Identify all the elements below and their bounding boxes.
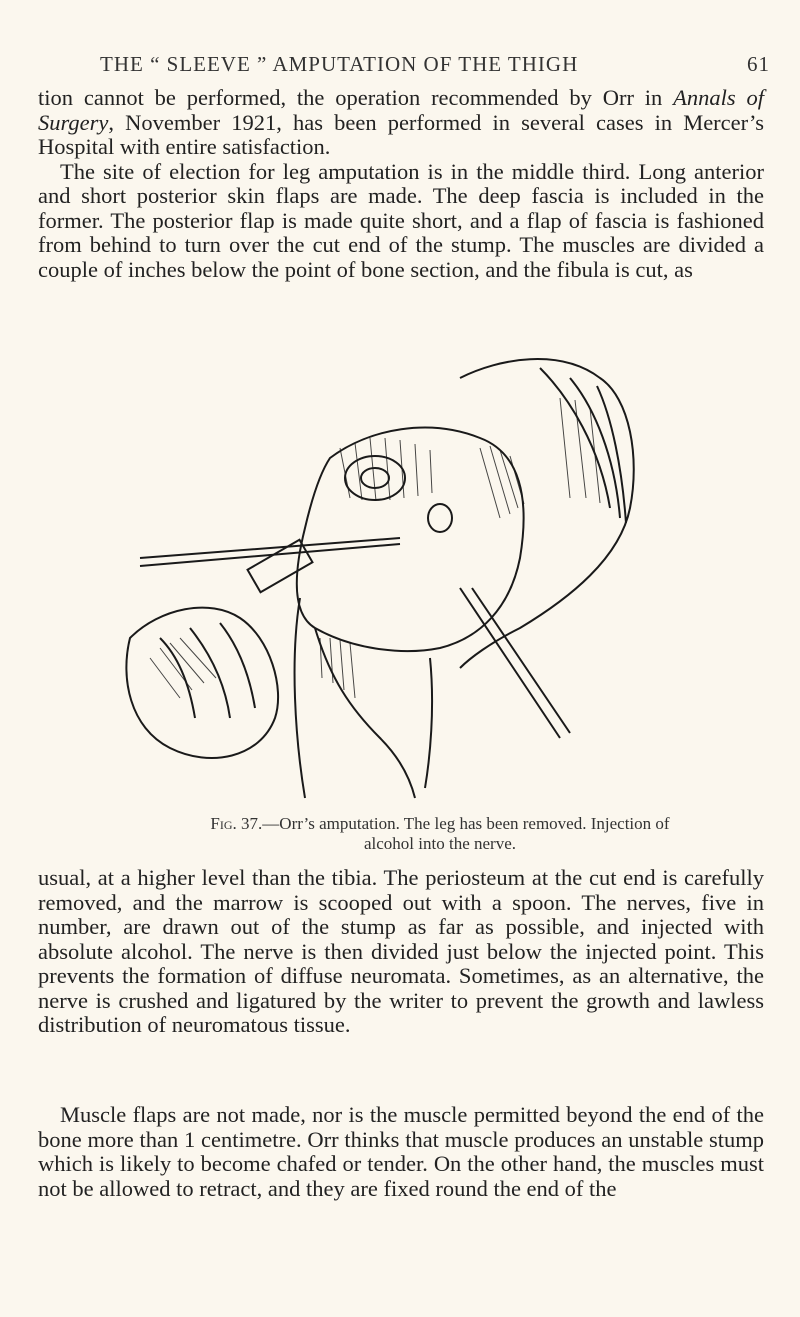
left-hand xyxy=(126,608,278,758)
paragraph-1-text-a: tion cannot be performed, the operation recommended by Orr in xyxy=(38,85,674,110)
syringe xyxy=(140,538,400,566)
page-number: 61 xyxy=(747,52,770,76)
surgical-illustration xyxy=(100,338,660,816)
stump xyxy=(297,428,524,651)
figure-caption xyxy=(120,814,760,854)
paragraph-1-text-b: , November 1921, has been performed in several cases in Mercer’s Hospital with entire satisfaction. xyxy=(38,109,764,159)
paragraph-1-text-c: The site of election for leg amputation is in the middle third. Long anterior and short posterior skin flaps are made. The deep fascia is included in the former. The posterior flap is made quite short, and a flap of fascia is fashioned from behind to turn over the cut end of the stump. The muscles are divided a couple of inches below the point of bone section, and the fibula is cut, as xyxy=(38,158,764,282)
paragraph-2: usual, at a higher level than the tibia. The periosteum at the cut end is carefully removed, and the marrow is scooped out with a spoon. The nerves, five in number, are drawn out of the stump as far as possible, and injected with absolute alcohol. The nerve is then divided just below the injected point. This prevents the formation of diffuse neuromata. Sometimes, as an alternative, the nerve is crushed and ligatured by the writer to prevent the growth and lawless distribution of neuromatous tissue. xyxy=(38,865,764,1037)
skin-flap xyxy=(295,598,433,798)
caption-line-1: —Orr’s amputation. The leg has been removed. Injection of xyxy=(262,814,670,833)
forceps xyxy=(460,588,570,738)
journal-title: Annals of Surgery xyxy=(38,85,764,135)
paragraph-1 xyxy=(38,86,764,282)
figure-label: Fig. 37. xyxy=(210,814,263,833)
right-hand xyxy=(460,359,634,668)
paragraph-3: Muscle flaps are not made, nor is the muscle permitted beyond the end of the bone more than 1 centimetre. Orr thinks that muscle produces an unstable stump which is likely to become chafed or tender. On the other hand, the muscles must not be allowed to retract, and they are fixed round the end of the xyxy=(38,1102,764,1201)
figure-illustration xyxy=(100,338,660,816)
running-head xyxy=(100,52,770,77)
caption-line-2: alcohol into the nerve. xyxy=(363,834,516,853)
running-title: THE “ SLEEVE ” AMPUTATION OF THE THIGH xyxy=(100,52,579,76)
